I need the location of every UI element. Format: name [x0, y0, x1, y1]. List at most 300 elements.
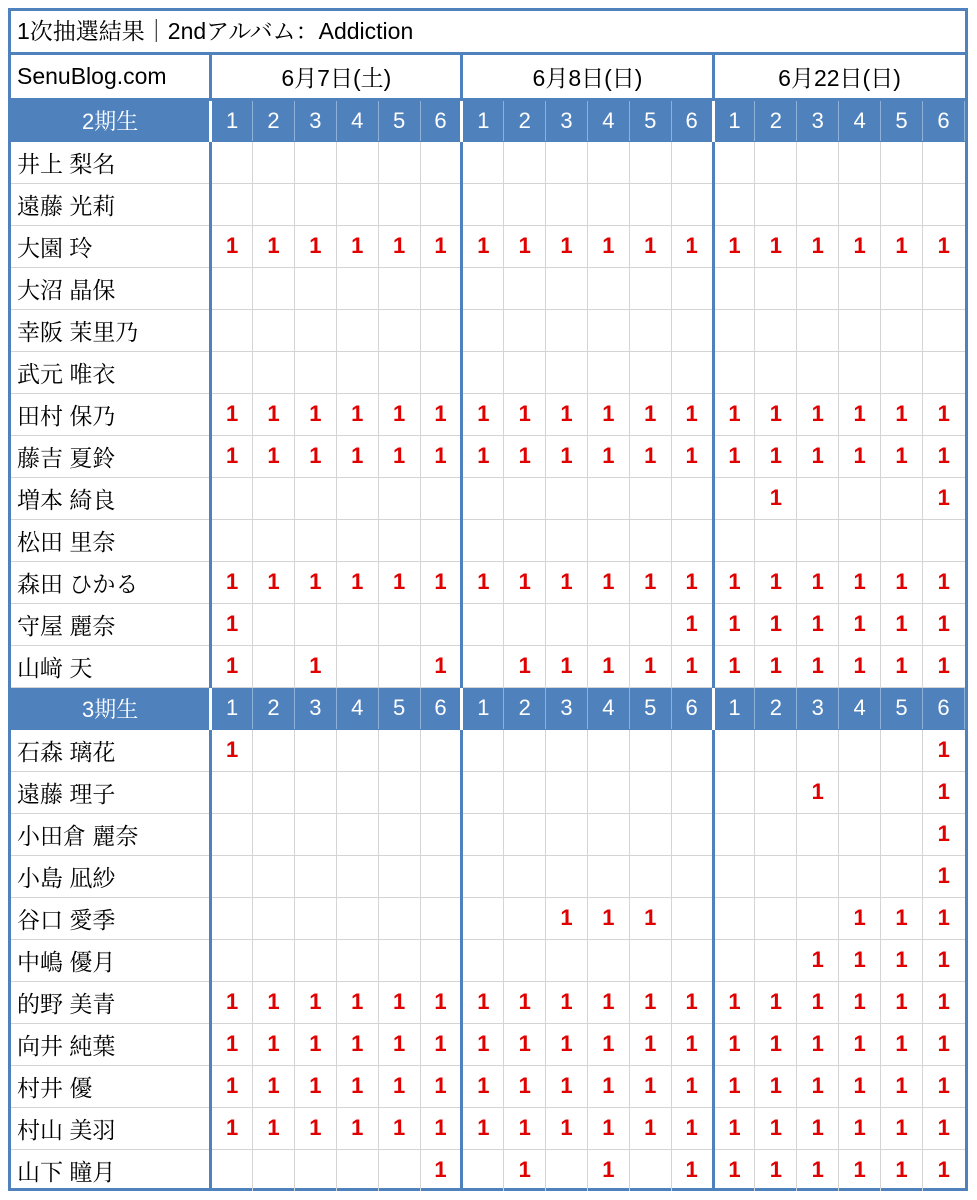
win-mark: 1 [546, 393, 588, 435]
member-name: 谷口 愛季 [11, 897, 211, 939]
win-mark [713, 141, 755, 183]
win-mark [294, 519, 336, 561]
win-mark [378, 603, 420, 645]
member-row [11, 435, 965, 477]
win-mark [546, 855, 588, 897]
win-mark: 1 [755, 645, 797, 687]
win-mark: 1 [755, 1107, 797, 1149]
win-mark [336, 1149, 378, 1191]
win-mark: 1 [336, 981, 378, 1023]
win-mark: 1 [420, 1023, 462, 1065]
slot-number: 1 [713, 687, 755, 729]
win-mark [420, 519, 462, 561]
win-mark [504, 519, 546, 561]
slot-number: 3 [797, 99, 839, 141]
win-mark: 1 [546, 225, 588, 267]
win-mark: 1 [629, 981, 671, 1023]
win-mark [462, 351, 504, 393]
win-mark: 1 [922, 477, 964, 519]
win-mark [211, 477, 253, 519]
win-mark: 1 [336, 225, 378, 267]
win-mark: 1 [797, 603, 839, 645]
win-mark [713, 351, 755, 393]
win-mark [504, 267, 546, 309]
win-mark [881, 813, 923, 855]
win-mark [629, 351, 671, 393]
win-mark [671, 351, 713, 393]
win-mark: 1 [797, 1023, 839, 1065]
win-mark: 1 [881, 1149, 923, 1191]
win-mark [671, 519, 713, 561]
member-row [11, 561, 965, 603]
win-mark [713, 813, 755, 855]
win-mark [211, 939, 253, 981]
win-mark: 1 [797, 393, 839, 435]
win-mark [336, 771, 378, 813]
win-mark [839, 477, 881, 519]
win-mark: 1 [839, 435, 881, 477]
win-mark [629, 183, 671, 225]
win-mark [420, 771, 462, 813]
win-mark [253, 519, 295, 561]
win-mark: 1 [839, 603, 881, 645]
win-mark: 1 [587, 1149, 629, 1191]
win-mark: 1 [713, 981, 755, 1023]
win-mark [629, 855, 671, 897]
win-mark [462, 813, 504, 855]
win-mark [504, 729, 546, 771]
win-mark [336, 351, 378, 393]
sheet-title: 1次抽選結果｜2ndアルバム：Addiction [11, 11, 965, 55]
member-name: 守屋 麗奈 [11, 603, 211, 645]
win-mark: 1 [755, 393, 797, 435]
win-mark [713, 939, 755, 981]
slot-number: 6 [922, 99, 964, 141]
win-mark: 1 [922, 225, 964, 267]
win-mark: 1 [546, 645, 588, 687]
win-mark: 1 [462, 1107, 504, 1149]
win-mark: 1 [629, 1065, 671, 1107]
win-mark: 1 [504, 435, 546, 477]
win-mark [253, 141, 295, 183]
win-mark [504, 603, 546, 645]
win-mark [294, 729, 336, 771]
member-row [11, 1149, 965, 1191]
win-mark: 1 [629, 1107, 671, 1149]
win-mark [671, 813, 713, 855]
win-mark: 1 [922, 393, 964, 435]
win-mark: 1 [294, 435, 336, 477]
win-mark: 1 [211, 1023, 253, 1065]
win-mark [881, 309, 923, 351]
win-mark [671, 939, 713, 981]
win-mark [629, 603, 671, 645]
win-mark [253, 645, 295, 687]
win-mark: 1 [253, 1107, 295, 1149]
win-mark [713, 897, 755, 939]
win-mark: 1 [629, 561, 671, 603]
win-mark [546, 267, 588, 309]
win-mark [671, 477, 713, 519]
slot-number: 5 [881, 99, 923, 141]
win-mark [587, 855, 629, 897]
win-mark [294, 771, 336, 813]
member-name: 遠藤 光莉 [11, 183, 211, 225]
win-mark: 1 [504, 981, 546, 1023]
win-mark [797, 519, 839, 561]
win-mark: 1 [378, 1107, 420, 1149]
win-mark [420, 897, 462, 939]
win-mark: 1 [922, 435, 964, 477]
win-mark [253, 939, 295, 981]
win-mark [713, 267, 755, 309]
win-mark [671, 183, 713, 225]
win-mark: 1 [420, 1149, 462, 1191]
member-name: 武元 唯衣 [11, 351, 211, 393]
win-mark [881, 141, 923, 183]
date-header: 6月22日(日) [713, 55, 964, 99]
win-mark: 1 [839, 897, 881, 939]
win-mark [420, 939, 462, 981]
win-mark [462, 1149, 504, 1191]
win-mark [462, 603, 504, 645]
win-mark: 1 [881, 1023, 923, 1065]
slot-number: 2 [253, 99, 295, 141]
win-mark: 1 [671, 1107, 713, 1149]
win-mark [420, 729, 462, 771]
win-mark: 1 [336, 1065, 378, 1107]
win-mark [629, 309, 671, 351]
win-mark: 1 [420, 435, 462, 477]
win-mark [546, 729, 588, 771]
win-mark [420, 309, 462, 351]
win-mark [211, 309, 253, 351]
win-mark: 1 [629, 393, 671, 435]
win-mark: 1 [881, 1107, 923, 1149]
slot-number: 1 [211, 99, 253, 141]
win-mark: 1 [671, 603, 713, 645]
member-name: 大園 玲 [11, 225, 211, 267]
win-mark: 1 [713, 435, 755, 477]
win-mark: 1 [504, 1065, 546, 1107]
win-mark: 1 [462, 561, 504, 603]
win-mark [211, 771, 253, 813]
win-mark [253, 309, 295, 351]
win-mark [922, 309, 964, 351]
win-mark: 1 [881, 225, 923, 267]
win-mark: 1 [881, 603, 923, 645]
win-mark [587, 183, 629, 225]
win-mark [713, 771, 755, 813]
win-mark: 1 [546, 561, 588, 603]
win-mark: 1 [253, 981, 295, 1023]
win-mark: 1 [797, 771, 839, 813]
win-mark [504, 813, 546, 855]
win-mark [294, 603, 336, 645]
win-mark [629, 267, 671, 309]
win-mark [922, 183, 964, 225]
win-mark [462, 771, 504, 813]
win-mark [922, 267, 964, 309]
generation-header-row [11, 99, 965, 141]
win-mark [587, 477, 629, 519]
win-mark: 1 [839, 1065, 881, 1107]
win-mark [546, 477, 588, 519]
win-mark [462, 939, 504, 981]
win-mark [546, 309, 588, 351]
member-row [11, 267, 965, 309]
win-mark [253, 771, 295, 813]
win-mark [755, 519, 797, 561]
win-mark: 1 [294, 225, 336, 267]
slot-number: 4 [839, 99, 881, 141]
win-mark: 1 [713, 645, 755, 687]
win-mark: 1 [211, 225, 253, 267]
win-mark: 1 [671, 981, 713, 1023]
slot-number: 2 [253, 687, 295, 729]
win-mark [839, 351, 881, 393]
member-row [11, 309, 965, 351]
win-mark: 1 [294, 1107, 336, 1149]
win-mark [253, 267, 295, 309]
win-mark: 1 [420, 1065, 462, 1107]
member-name: 井上 梨名 [11, 141, 211, 183]
slot-number: 3 [294, 99, 336, 141]
win-mark [211, 267, 253, 309]
member-name: 的野 美青 [11, 981, 211, 1023]
win-mark [755, 267, 797, 309]
slot-number: 4 [587, 687, 629, 729]
win-mark: 1 [587, 1107, 629, 1149]
win-mark [587, 519, 629, 561]
win-mark [420, 603, 462, 645]
win-mark: 1 [587, 645, 629, 687]
results-grid [11, 55, 965, 1191]
win-mark: 1 [462, 393, 504, 435]
win-mark [755, 813, 797, 855]
win-mark: 1 [378, 435, 420, 477]
win-mark [420, 267, 462, 309]
win-mark [294, 351, 336, 393]
win-mark [755, 939, 797, 981]
win-mark: 1 [420, 981, 462, 1023]
win-mark [587, 813, 629, 855]
win-mark: 1 [253, 393, 295, 435]
win-mark: 1 [546, 897, 588, 939]
win-mark: 1 [420, 645, 462, 687]
win-mark [294, 813, 336, 855]
win-mark: 1 [713, 393, 755, 435]
win-mark: 1 [839, 561, 881, 603]
win-mark: 1 [671, 1065, 713, 1107]
win-mark: 1 [797, 1149, 839, 1191]
member-name: 村山 美羽 [11, 1107, 211, 1149]
win-mark [546, 603, 588, 645]
win-mark: 1 [713, 1149, 755, 1191]
win-mark: 1 [922, 1107, 964, 1149]
win-mark: 1 [546, 435, 588, 477]
win-mark [504, 939, 546, 981]
slot-number: 4 [336, 687, 378, 729]
win-mark: 1 [629, 645, 671, 687]
win-mark [671, 729, 713, 771]
win-mark [211, 351, 253, 393]
win-mark [881, 351, 923, 393]
slot-number: 3 [546, 99, 588, 141]
member-name: 大沼 晶保 [11, 267, 211, 309]
win-mark [797, 813, 839, 855]
member-name: 石森 璃花 [11, 729, 211, 771]
win-mark: 1 [294, 645, 336, 687]
win-mark: 1 [713, 561, 755, 603]
win-mark: 1 [420, 561, 462, 603]
member-name: 幸阪 茉里乃 [11, 309, 211, 351]
win-mark: 1 [294, 393, 336, 435]
win-mark: 1 [462, 225, 504, 267]
win-mark [881, 729, 923, 771]
win-mark [797, 267, 839, 309]
win-mark [336, 813, 378, 855]
win-mark: 1 [797, 225, 839, 267]
member-row [11, 225, 965, 267]
win-mark [504, 141, 546, 183]
slot-number: 2 [755, 687, 797, 729]
win-mark: 1 [881, 435, 923, 477]
win-mark [629, 1149, 671, 1191]
win-mark: 1 [922, 1023, 964, 1065]
win-mark: 1 [755, 1149, 797, 1191]
win-mark: 1 [881, 645, 923, 687]
win-mark [378, 183, 420, 225]
member-row [11, 477, 965, 519]
win-mark: 1 [922, 645, 964, 687]
win-mark: 1 [587, 225, 629, 267]
win-mark [462, 645, 504, 687]
win-mark: 1 [462, 1065, 504, 1107]
win-mark [294, 183, 336, 225]
win-mark [629, 477, 671, 519]
win-mark [797, 855, 839, 897]
slot-number: 4 [336, 99, 378, 141]
slot-number: 6 [922, 687, 964, 729]
slot-number: 6 [671, 99, 713, 141]
win-mark [755, 141, 797, 183]
win-mark [839, 519, 881, 561]
site-label: SenuBlog.com [11, 55, 211, 99]
win-mark [420, 813, 462, 855]
win-mark: 1 [504, 393, 546, 435]
win-mark [797, 477, 839, 519]
win-mark: 1 [294, 1065, 336, 1107]
win-mark [462, 519, 504, 561]
date-header: 6月8日(日) [462, 55, 713, 99]
win-mark: 1 [253, 225, 295, 267]
win-mark: 1 [755, 981, 797, 1023]
win-mark [546, 183, 588, 225]
win-mark: 1 [587, 561, 629, 603]
generation-header-row [11, 687, 965, 729]
win-mark [587, 771, 629, 813]
win-mark [378, 1149, 420, 1191]
member-row [11, 855, 965, 897]
win-mark: 1 [504, 561, 546, 603]
win-mark: 1 [378, 225, 420, 267]
win-mark: 1 [922, 561, 964, 603]
slot-number: 4 [839, 687, 881, 729]
win-mark [336, 267, 378, 309]
win-mark: 1 [420, 1107, 462, 1149]
win-mark [211, 141, 253, 183]
slot-number: 5 [378, 99, 420, 141]
member-name: 藤吉 夏鈴 [11, 435, 211, 477]
member-row [11, 897, 965, 939]
date-header: 6月7日(土) [211, 55, 462, 99]
win-mark: 1 [671, 393, 713, 435]
win-mark [713, 855, 755, 897]
win-mark [713, 477, 755, 519]
slot-number: 5 [629, 99, 671, 141]
win-mark: 1 [713, 603, 755, 645]
member-row [11, 645, 965, 687]
win-mark [462, 267, 504, 309]
win-mark [629, 813, 671, 855]
win-mark: 1 [881, 897, 923, 939]
win-mark [378, 729, 420, 771]
slot-number: 3 [797, 687, 839, 729]
win-mark [378, 351, 420, 393]
win-mark: 1 [546, 981, 588, 1023]
win-mark: 1 [378, 393, 420, 435]
win-mark: 1 [587, 435, 629, 477]
win-mark: 1 [211, 1107, 253, 1149]
member-row [11, 1065, 965, 1107]
win-mark: 1 [839, 1149, 881, 1191]
win-mark [336, 729, 378, 771]
win-mark: 1 [881, 393, 923, 435]
member-row [11, 981, 965, 1023]
win-mark: 1 [839, 645, 881, 687]
win-mark: 1 [755, 561, 797, 603]
win-mark [713, 309, 755, 351]
win-mark: 1 [462, 435, 504, 477]
win-mark [378, 813, 420, 855]
win-mark [629, 771, 671, 813]
win-mark [253, 183, 295, 225]
win-mark [336, 309, 378, 351]
win-mark [755, 729, 797, 771]
win-mark [839, 771, 881, 813]
win-mark: 1 [755, 225, 797, 267]
win-mark: 1 [922, 897, 964, 939]
win-mark [755, 309, 797, 351]
win-mark: 1 [211, 561, 253, 603]
slot-number: 1 [462, 687, 504, 729]
win-mark: 1 [839, 225, 881, 267]
win-mark [629, 141, 671, 183]
win-mark: 1 [336, 393, 378, 435]
win-mark [587, 729, 629, 771]
win-mark: 1 [922, 729, 964, 771]
win-mark [671, 855, 713, 897]
slot-number: 1 [462, 99, 504, 141]
win-mark [378, 939, 420, 981]
win-mark: 1 [629, 435, 671, 477]
win-mark: 1 [378, 981, 420, 1023]
win-mark: 1 [937, 1157, 950, 1183]
win-mark [336, 477, 378, 519]
win-mark: 1 [211, 603, 253, 645]
win-mark [755, 351, 797, 393]
